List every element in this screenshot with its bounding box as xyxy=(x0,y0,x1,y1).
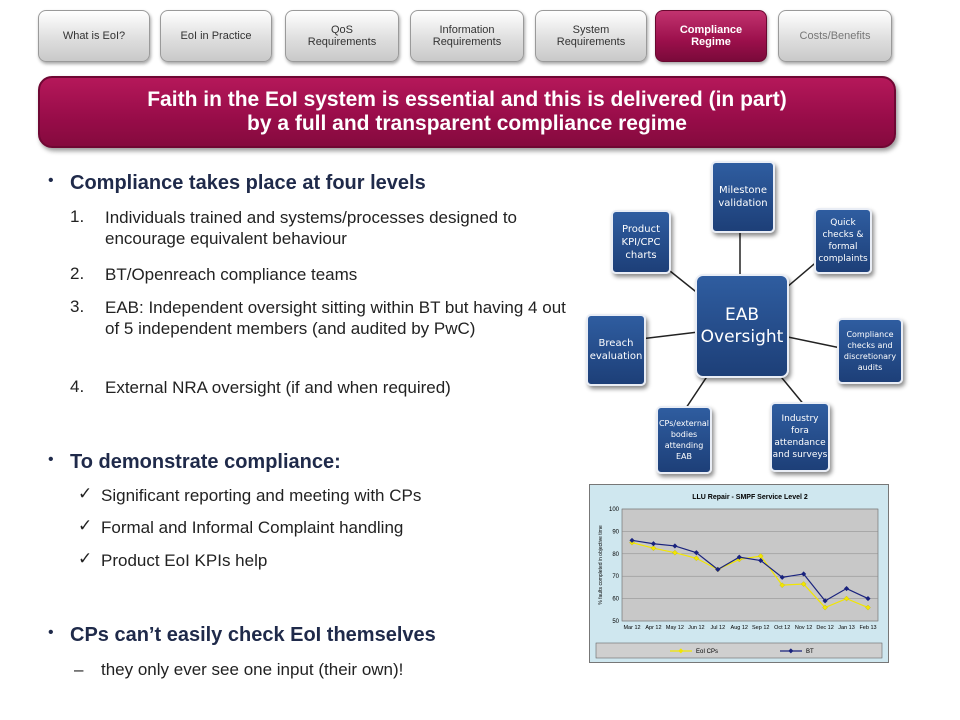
industry-fora-node: Industry fora attendance and surveys xyxy=(770,402,830,472)
list-number: 1. xyxy=(70,207,85,226)
tab-label: System Requirements xyxy=(556,24,626,48)
tab-label: Information Requirements xyxy=(432,24,502,48)
tab-label: EoI in Practice xyxy=(180,30,252,42)
checkmark-icon: ✓ xyxy=(78,484,93,503)
tab-costs-benefits[interactable] xyxy=(778,10,892,62)
x-tick-label: Oct 12 xyxy=(774,625,791,631)
x-tick-label: Jul 12 xyxy=(710,625,726,631)
tab-label: What is EoI? xyxy=(62,30,126,42)
check-item: Formal and Informal Complaint handling xyxy=(101,518,404,537)
llu-repair-chart xyxy=(589,484,889,663)
list-number: 4. xyxy=(70,377,85,396)
list-item: EAB: Independent oversight sitting within BT but having 4 out of 5 independent members (and audited by PwC) xyxy=(105,298,566,338)
compliance-checks-node: Compliance checks and discretionary audits xyxy=(837,318,903,384)
breach-evaluation-node: Breach evaluation xyxy=(586,314,646,386)
tab-what-is-eoi[interactable] xyxy=(38,10,150,62)
checkmark-icon: ✓ xyxy=(78,549,93,568)
x-tick-label: Jan 13 xyxy=(838,625,855,631)
x-tick-label: Apr 12 xyxy=(645,625,662,631)
tab-system-requirements[interactable] xyxy=(535,10,647,62)
list-item: BT/Openreach compliance teams xyxy=(105,265,358,284)
oversight-diagram xyxy=(570,152,910,474)
tab-qos-requirements[interactable] xyxy=(285,10,399,62)
banner-line-1: Faith in the EoI system is essential and this is delivered (in part) xyxy=(147,88,787,111)
x-tick-label: Nov 12 xyxy=(794,625,813,631)
legend-label: BT xyxy=(806,649,814,655)
list-item: Individuals trained and systems/processes designed to encourage equivalent behaviour xyxy=(105,208,518,248)
y-axis-label: % faults completed in objective time xyxy=(598,525,604,605)
y-tick-label: 70 xyxy=(612,574,619,581)
product-kpi-node: Product KPI/CPC charts xyxy=(611,210,671,274)
bullet-icon: • xyxy=(48,624,54,641)
y-tick-label: 80 xyxy=(612,551,619,558)
banner-line-2: by a full and transparent compliance regime xyxy=(247,112,687,135)
x-tick-label: Dec 12 xyxy=(816,625,834,631)
x-tick-label: Jun 12 xyxy=(688,625,705,631)
y-tick-label: 50 xyxy=(612,619,619,625)
tab-eoi-in-practice[interactable] xyxy=(160,10,272,62)
x-tick-label: Aug 12 xyxy=(730,625,748,631)
quick-checks-node: Quick checks & formal complaints xyxy=(814,208,872,274)
eab-oversight-node: EAB Oversight xyxy=(695,274,789,378)
milestone-validation-node: Milestone validation xyxy=(711,161,775,233)
headline-banner xyxy=(38,76,896,148)
legend-label: EoI CPs xyxy=(696,649,719,655)
x-tick-label: Sep 12 xyxy=(752,625,770,631)
x-tick-label: Mar 12 xyxy=(623,625,641,631)
y-tick-label: 90 xyxy=(612,529,619,536)
tab-label: Compliance Regime xyxy=(679,24,743,48)
x-tick-label: Feb 13 xyxy=(859,625,877,631)
plot-area xyxy=(622,509,878,621)
y-tick-label: 60 xyxy=(612,596,619,603)
y-tick-label: 100 xyxy=(608,507,619,513)
list-item: External NRA oversight (if and when required) xyxy=(105,378,451,397)
tab-label: QoS Requirements xyxy=(307,24,377,48)
section-heading-demonstrate: To demonstrate compliance: xyxy=(70,451,341,473)
check-item: Significant reporting and meeting with CPs xyxy=(101,486,422,505)
check-item: Product EoI KPIs help xyxy=(101,551,268,570)
tab-information-requirements[interactable] xyxy=(410,10,524,62)
chart-title: LLU Repair - SMPF Service Level 2 xyxy=(692,494,808,501)
chart-svg xyxy=(590,485,888,662)
tab-label: Costs/Benefits xyxy=(799,30,871,42)
section-heading-cps: CPs can’t easily check EoI themselves xyxy=(70,624,436,646)
x-tick-label: May 12 xyxy=(665,625,684,631)
dash-icon: – xyxy=(74,660,84,679)
sub-item: they only ever see one input (their own)! xyxy=(101,660,404,679)
section-heading-levels: Compliance takes place at four levels xyxy=(70,172,426,194)
cps-external-bodies-node: CPs/external bodies attending EAB xyxy=(656,406,712,474)
bullet-icon: • xyxy=(48,172,54,189)
list-number: 3. xyxy=(70,297,85,316)
checkmark-icon: ✓ xyxy=(78,516,93,535)
bullet-icon: • xyxy=(48,451,54,468)
tab-compliance-regime[interactable] xyxy=(655,10,767,62)
legend-box xyxy=(596,643,882,658)
list-number: 2. xyxy=(70,264,85,283)
